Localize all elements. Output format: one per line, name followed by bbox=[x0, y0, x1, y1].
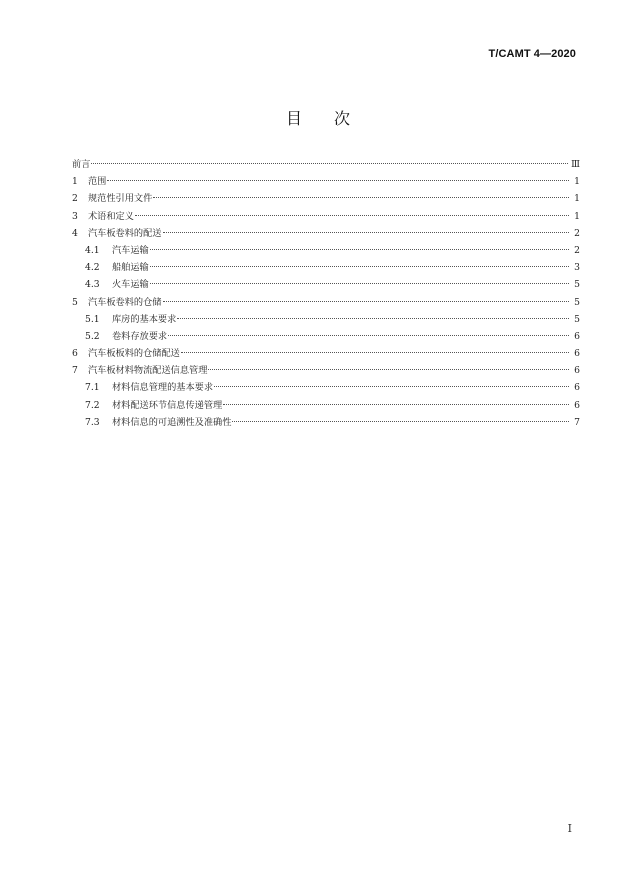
toc-entry-number: 5 bbox=[72, 296, 78, 308]
toc-dot-leader bbox=[150, 249, 569, 250]
toc-entry-number: 4.2 bbox=[85, 262, 100, 274]
toc-entry-page: 2 bbox=[574, 244, 580, 256]
toc-entry-page: 7 bbox=[574, 416, 580, 428]
toc-entry-page: 1 bbox=[574, 176, 580, 188]
toc-dot-leader bbox=[163, 301, 570, 302]
toc-entry-label: 术语和定义 bbox=[88, 210, 134, 222]
toc-entry-number: 5.2 bbox=[85, 330, 100, 342]
toc-entry-information-transfer-management[interactable] bbox=[72, 397, 580, 414]
toc-title-char: 次 bbox=[334, 109, 351, 128]
toc-entry-page: 6 bbox=[574, 365, 580, 377]
toc-entry-foreword[interactable] bbox=[72, 156, 580, 173]
toc-entry-terms-definitions[interactable] bbox=[72, 208, 580, 225]
toc-entry-logistics-information-management[interactable] bbox=[72, 362, 580, 379]
toc-entry-label: 汽车板材料物流配送信息管理 bbox=[88, 365, 208, 377]
toc-entry-normative-references[interactable] bbox=[72, 190, 580, 207]
toc-entry-page: 2 bbox=[574, 227, 580, 239]
toc-entry-coil-storage-requirements[interactable] bbox=[72, 328, 580, 345]
toc-dot-leader bbox=[177, 318, 569, 319]
toc-entry-ship-transport[interactable] bbox=[72, 259, 580, 276]
toc-entry-number: 7 bbox=[72, 365, 78, 377]
toc-entry-label: 汽车板卷料的仓储 bbox=[88, 296, 162, 308]
toc-entry-page: 6 bbox=[574, 399, 580, 411]
toc-entry-number: 4 bbox=[72, 227, 78, 239]
toc-entry-page: 6 bbox=[574, 330, 580, 342]
toc-entry-label: 材料配送环节信息传递管理 bbox=[112, 399, 223, 411]
toc-entry-number: 4.1 bbox=[85, 244, 100, 256]
toc-entry-warehouse-requirements[interactable] bbox=[72, 311, 580, 328]
toc-dot-leader bbox=[214, 386, 569, 387]
toc-entry-number: 7.3 bbox=[85, 416, 100, 428]
toc-entry-number: 6 bbox=[72, 348, 78, 360]
toc-title-char: 目 bbox=[285, 109, 302, 128]
toc-dot-leader bbox=[163, 232, 570, 233]
toc-dot-leader bbox=[223, 404, 569, 405]
toc-entry-number: 7.1 bbox=[85, 382, 100, 394]
toc-dot-leader bbox=[181, 352, 569, 353]
toc-entry-page: 5 bbox=[574, 296, 580, 308]
toc-entry-coil-warehousing[interactable] bbox=[72, 294, 580, 311]
toc-entry-page: 6 bbox=[574, 382, 580, 394]
toc-dot-leader bbox=[153, 197, 569, 198]
toc-entry-page: 5 bbox=[574, 313, 580, 325]
toc-entry-page: Ⅲ bbox=[571, 159, 580, 170]
toc-dot-leader bbox=[150, 283, 569, 284]
toc-entry-label: 材料信息管理的基本要求 bbox=[112, 382, 214, 394]
toc-entry-scope[interactable] bbox=[72, 173, 580, 190]
toc-entry-traceability-accuracy[interactable] bbox=[72, 414, 580, 431]
toc-list bbox=[72, 156, 580, 431]
toc-entry-label: 规范性引用文件 bbox=[88, 193, 153, 205]
toc-entry-information-management-requirements[interactable] bbox=[72, 379, 580, 396]
toc-entry-label: 汽车运输 bbox=[112, 244, 149, 256]
toc-entry-number: 7.2 bbox=[85, 399, 100, 411]
toc-entry-sheet-warehousing-delivery[interactable] bbox=[72, 345, 580, 362]
toc-entry-number: 5.1 bbox=[85, 313, 100, 325]
toc-entry-label: 范围 bbox=[88, 176, 107, 188]
toc-entry-label: 汽车板卷料的配送 bbox=[88, 227, 162, 239]
toc-entry-page: 3 bbox=[574, 262, 580, 274]
toc-dot-leader bbox=[150, 266, 569, 267]
toc-dot-leader bbox=[135, 215, 569, 216]
toc-entry-number: 3 bbox=[72, 210, 78, 222]
toc-entry-label: 汽车板板料的仓储配送 bbox=[88, 348, 180, 360]
toc-entry-rail-transport[interactable] bbox=[72, 276, 580, 293]
toc-dot-leader bbox=[91, 163, 568, 164]
toc-dot-leader bbox=[208, 369, 569, 370]
toc-entry-label: 船舶运输 bbox=[112, 262, 149, 274]
document-code: T/CAMT 4—2020 bbox=[488, 48, 576, 60]
toc-entry-page: 1 bbox=[574, 193, 580, 205]
toc-dot-leader bbox=[107, 180, 569, 181]
toc-entry-label: 前言 bbox=[72, 159, 91, 170]
toc-entry-number: 2 bbox=[72, 193, 78, 205]
page-number: I bbox=[567, 822, 572, 835]
toc-entry-number: 1 bbox=[72, 176, 78, 188]
toc-entry-number: 4.3 bbox=[85, 279, 100, 291]
toc-entry-label: 材料信息的可追溯性及准确性 bbox=[112, 416, 232, 428]
toc-entry-page: 1 bbox=[574, 210, 580, 222]
toc-dot-leader bbox=[168, 335, 569, 336]
toc-entry-road-transport[interactable] bbox=[72, 242, 580, 259]
toc-entry-label: 火车运输 bbox=[112, 279, 149, 291]
toc-dot-leader bbox=[232, 421, 569, 422]
toc-entry-label: 卷料存放要求 bbox=[112, 330, 168, 342]
toc-title bbox=[0, 106, 636, 129]
toc-entry-coil-delivery[interactable] bbox=[72, 225, 580, 242]
toc-entry-page: 6 bbox=[574, 348, 580, 360]
toc-entry-label: 库房的基本要求 bbox=[112, 313, 177, 325]
toc-entry-page: 5 bbox=[574, 279, 580, 291]
